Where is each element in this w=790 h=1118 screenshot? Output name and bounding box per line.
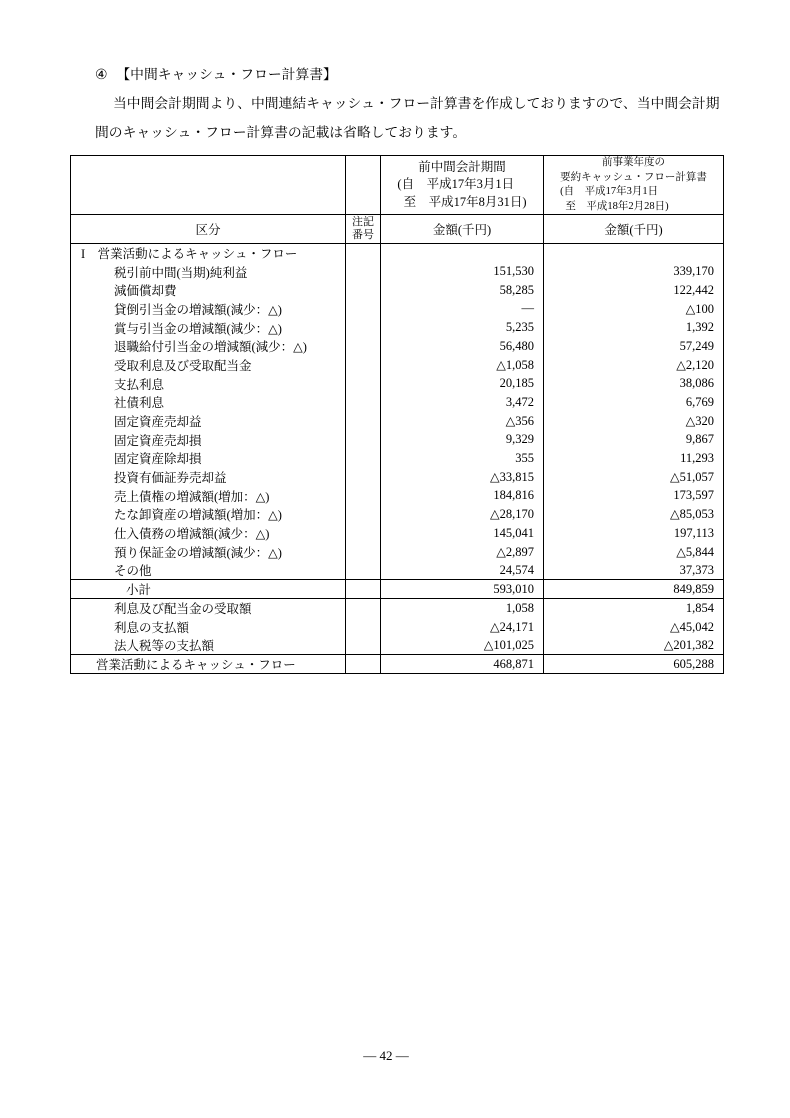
row-amount-current: 593,010 <box>381 580 544 599</box>
section-heading <box>95 63 337 83</box>
row-label: 貸倒引当金の増減額(減少：△) <box>114 302 282 317</box>
row-note <box>346 618 381 637</box>
row-amount-current: 24,574 <box>381 561 544 580</box>
row-note <box>346 374 381 393</box>
cashflow-table <box>70 155 724 674</box>
row-amount-prior: 11,293 <box>544 449 724 468</box>
row-amount-prior: 1,854 <box>544 599 724 618</box>
row-note <box>346 300 381 319</box>
row-amount-prior: △100 <box>544 300 724 319</box>
row-amount-current: 184,816 <box>381 486 544 505</box>
table-row <box>71 244 724 263</box>
table-row <box>71 524 724 543</box>
header-note-cell-top <box>346 156 381 215</box>
row-note <box>346 505 381 524</box>
row-label: 預り保証金の増減額(減少：△) <box>114 545 282 560</box>
table-row <box>71 318 724 337</box>
row-note <box>346 468 381 487</box>
row-note <box>346 262 381 281</box>
table-row <box>71 412 724 431</box>
table-row <box>71 655 724 674</box>
table-row <box>71 543 724 562</box>
row-label: 退職給付引当金の増減額(減少：△) <box>114 340 307 355</box>
cashflow-table-head <box>71 156 724 244</box>
row-note <box>346 524 381 543</box>
text-line: 至 平成17年8月31日) <box>397 194 527 209</box>
row-note <box>346 412 381 431</box>
row-amount-current: △28,170 <box>381 505 544 524</box>
row-label: 税引前中間(当期)純利益 <box>114 265 248 280</box>
text-line: 前事業年度の <box>601 157 665 168</box>
row-amount-current: △356 <box>381 412 544 431</box>
header-prior-period-cell <box>544 156 724 215</box>
text-line: 前中間会計期間 <box>418 159 506 174</box>
row-amount-current: 1,058 <box>381 599 544 618</box>
row-amount-current: 56,480 <box>381 337 544 356</box>
header-prior-period-text <box>560 156 707 214</box>
intro-paragraph <box>95 90 720 147</box>
row-amount-prior: 57,249 <box>544 337 724 356</box>
row-amount-current: 5,235 <box>381 318 544 337</box>
text-line: (自 平成17年3月1日 <box>397 177 515 192</box>
header-current-period-text <box>397 159 526 212</box>
row-label: 営業活動によるキャッシュ・フロー <box>71 655 346 674</box>
row-amount-current: 468,871 <box>381 655 544 674</box>
row-label: 賞与引当金の増減額(減少：△) <box>114 321 282 336</box>
row-amount-current: △101,025 <box>381 636 544 655</box>
row-label: 減価償却費 <box>114 284 177 299</box>
table-row <box>71 356 724 375</box>
row-amount-current: △24,171 <box>381 618 544 637</box>
row-label: 固定資産除却損 <box>114 452 202 467</box>
table-row <box>71 505 724 524</box>
table-row <box>71 580 724 599</box>
row-note <box>346 337 381 356</box>
row-amount-prior <box>544 244 724 263</box>
row-amount-prior: △320 <box>544 412 724 431</box>
table-row <box>71 430 724 449</box>
row-amount-current: 58,285 <box>381 281 544 300</box>
header-amount-prior-label: 金額(千円) <box>544 215 724 244</box>
table-row <box>71 561 724 580</box>
row-amount-current: — <box>381 300 544 319</box>
row-amount-prior: 38,086 <box>544 374 724 393</box>
header-amount-current-label: 金額(千円) <box>381 215 544 244</box>
row-amount-prior: 122,442 <box>544 281 724 300</box>
row-amount-prior: 849,859 <box>544 580 724 599</box>
row-amount-prior: 197,113 <box>544 524 724 543</box>
row-label: 利息及び配当金の受取額 <box>114 602 252 617</box>
row-amount-prior: 37,373 <box>544 561 724 580</box>
row-amount-prior: 9,867 <box>544 430 724 449</box>
page-number: — 42 — <box>363 1048 409 1063</box>
row-note <box>346 281 381 300</box>
row-label: 売上債権の増減額(増加：△) <box>114 489 270 504</box>
text-line: 注記 <box>352 216 374 228</box>
text-line: 要約キャッシュ・フロー計算書 <box>560 171 707 183</box>
row-amount-prior: △45,042 <box>544 618 724 637</box>
table-row <box>71 337 724 356</box>
row-amount-current: △33,815 <box>381 468 544 487</box>
row-label: 仕入債務の増減額(減少：△) <box>114 527 270 542</box>
row-label: 固定資産売却益 <box>114 415 202 430</box>
row-label: その他 <box>114 564 152 579</box>
header-category-label: 区分 <box>71 215 346 244</box>
table-row <box>71 636 724 655</box>
cashflow-table-body <box>71 244 724 674</box>
row-amount-current: △2,897 <box>381 543 544 562</box>
header-note-label-cell <box>346 215 381 244</box>
row-note <box>346 430 381 449</box>
section-heading-title: 【中間キャッシュ・フロー計算書】 <box>116 67 337 82</box>
row-amount-prior: △5,844 <box>544 543 724 562</box>
row-amount-prior: 1,392 <box>544 318 724 337</box>
header-label-row <box>71 215 724 244</box>
row-label: 法人税等の支払額 <box>114 639 215 654</box>
row-label: 支払利息 <box>114 377 165 392</box>
row-note <box>346 599 381 618</box>
row-amount-prior: △85,053 <box>544 505 724 524</box>
row-amount-current: 3,472 <box>381 393 544 412</box>
table-row <box>71 374 724 393</box>
row-amount-prior: △51,057 <box>544 468 724 487</box>
text-line: 至 平成18年2月28日) <box>560 200 669 212</box>
row-note <box>346 244 381 263</box>
row-note <box>346 449 381 468</box>
row-amount-current <box>381 244 544 263</box>
row-amount-prior: 6,769 <box>544 393 724 412</box>
row-label: 固定資産売却損 <box>114 433 202 448</box>
row-label: 社債利息 <box>114 396 165 411</box>
table-row <box>71 300 724 319</box>
section-heading-number: ④ <box>95 67 108 82</box>
row-note <box>346 543 381 562</box>
row-note <box>346 561 381 580</box>
row-amount-current: 355 <box>381 449 544 468</box>
row-note <box>346 318 381 337</box>
header-period-row <box>71 156 724 215</box>
row-amount-current: △1,058 <box>381 356 544 375</box>
row-amount-prior: △2,120 <box>544 356 724 375</box>
table-row <box>71 618 724 637</box>
row-note <box>346 356 381 375</box>
table-row <box>71 599 724 618</box>
table-row <box>71 449 724 468</box>
row-label: 小計 <box>71 580 346 599</box>
header-note-label <box>352 216 374 242</box>
table-row <box>71 486 724 505</box>
row-note <box>346 486 381 505</box>
row-amount-current: 20,185 <box>381 374 544 393</box>
row-label: たな卸資産の増減額(増加：△) <box>114 508 282 523</box>
row-label: I 営業活動によるキャッシュ・フロー <box>81 247 298 262</box>
row-amount-current: 145,041 <box>381 524 544 543</box>
header-current-period-cell <box>381 156 544 215</box>
row-amount-prior: △201,382 <box>544 636 724 655</box>
row-note <box>346 393 381 412</box>
row-amount-current: 9,329 <box>381 430 544 449</box>
row-label: 投資有価証券売却益 <box>114 471 227 486</box>
row-note <box>346 636 381 655</box>
row-note <box>346 580 381 599</box>
text-line: 当中間会計期間より、中間連結キャッシュ・フロー計算書を作成しておりますので、当中間会計期 <box>113 96 720 111</box>
row-label: 受取利息及び受取配当金 <box>114 358 252 373</box>
text-line: 番号 <box>352 229 374 241</box>
table-row <box>71 393 724 412</box>
table-row <box>71 281 724 300</box>
row-amount-prior: 339,170 <box>544 262 724 281</box>
table-row <box>71 468 724 487</box>
header-category-cell <box>71 156 346 215</box>
row-amount-prior: 605,288 <box>544 655 724 674</box>
row-label: 利息の支払額 <box>114 620 190 635</box>
row-note <box>346 655 381 674</box>
row-amount-current: 151,530 <box>381 262 544 281</box>
row-amount-prior: 173,597 <box>544 486 724 505</box>
text-line: (自 平成17年3月1日 <box>560 186 659 197</box>
text-line: 間のキャッシュ・フロー計算書の記載は省略しております。 <box>95 124 467 140</box>
table-row <box>71 262 724 281</box>
